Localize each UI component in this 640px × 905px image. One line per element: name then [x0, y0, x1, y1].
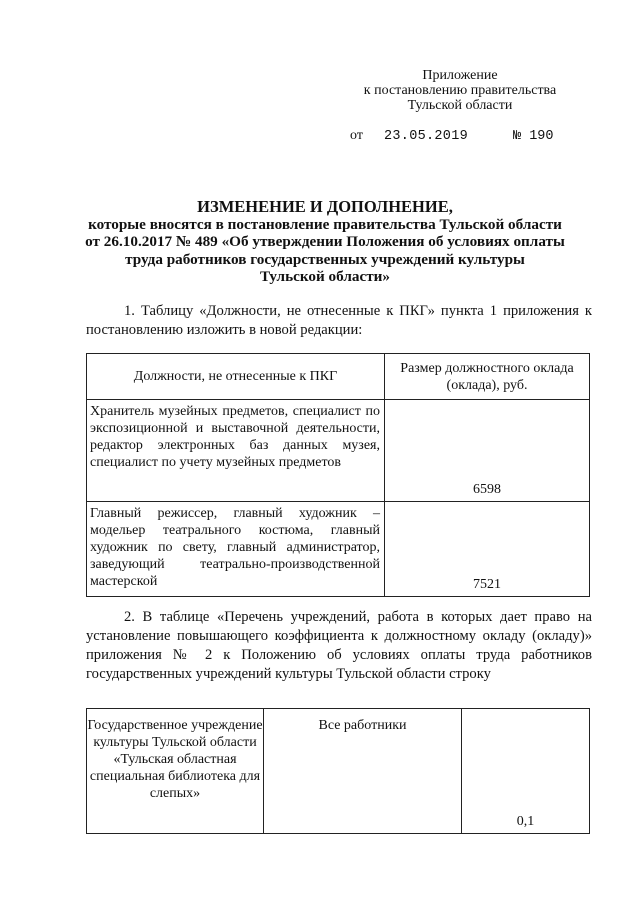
- institution-coefficient-table: [86, 708, 590, 834]
- paragraph-2-text: 2. В таблице «Перечень учреждений, работа в которых дает право на установление повышающего коэффициента к должностному окладу (окладу)» приложения № 2 к Положению об условиях оплаты труда работников государственных учреждений культуры Тульской области строку: [86, 609, 592, 682]
- paragraph-1: [86, 302, 592, 340]
- position-cell: Главный режиссер, главный художник – модельер театрального костюма, главный художник по свету, главный администратор, заведующий театрально-производственной мастерской: [87, 502, 385, 597]
- coefficient-cell: 0,1: [462, 709, 590, 834]
- appendix-header: [330, 68, 590, 113]
- title-line-3: от 26.10.2017 № 489 «Об утверждении Положения об условиях оплаты: [85, 233, 565, 250]
- paragraph-2: [86, 608, 592, 684]
- table-row: [87, 502, 590, 597]
- positions-salary-table: [86, 353, 590, 597]
- institution-cell: Государственное учреждение культуры Тульской области «Тульская областная специальная библиотека для слепых»: [87, 709, 264, 834]
- position-cell: Хранитель музейных предметов, специалист по экспозиционной и выставочной деятельности, редактор электронных баз данных музея, специалист по учету музейных предметов: [87, 400, 385, 502]
- header-salary: Размер должностного оклада (оклада), руб.: [385, 354, 590, 400]
- document-date: 23.05.2019: [384, 129, 469, 144]
- appendix-line-3: Тульской области: [407, 98, 513, 113]
- staff-cell: Все работники: [264, 709, 462, 834]
- title-line-5: Тульской области»: [259, 268, 391, 285]
- table-row: [87, 709, 590, 834]
- paragraph-1-text: 1. Таблицу «Должности, не отнесенные к ПКГ» пункта 1 приложения к постановлению изложить в новой редакции:: [86, 303, 592, 338]
- appendix-line-2: к постановлению правительства: [363, 83, 557, 98]
- title-line-1: ИЗМЕНЕНИЕ И ДОПОЛНЕНИЕ,: [197, 197, 453, 216]
- header-positions: Должности, не отнесенные к ПКГ: [87, 354, 385, 400]
- salary-cell: 7521: [385, 502, 590, 597]
- from-label: от: [350, 128, 363, 143]
- document-title: [60, 198, 590, 286]
- table-header-row: [87, 354, 590, 400]
- document-number: № 190: [513, 129, 554, 144]
- title-line-2: которые вносятся в постановление правительства Тульской области: [88, 215, 562, 233]
- appendix-line-1: Приложение: [422, 68, 498, 83]
- salary-cell: 6598: [385, 400, 590, 502]
- table-row: [87, 400, 590, 502]
- title-line-4: труда работников государственных учреждений культуры: [125, 250, 525, 268]
